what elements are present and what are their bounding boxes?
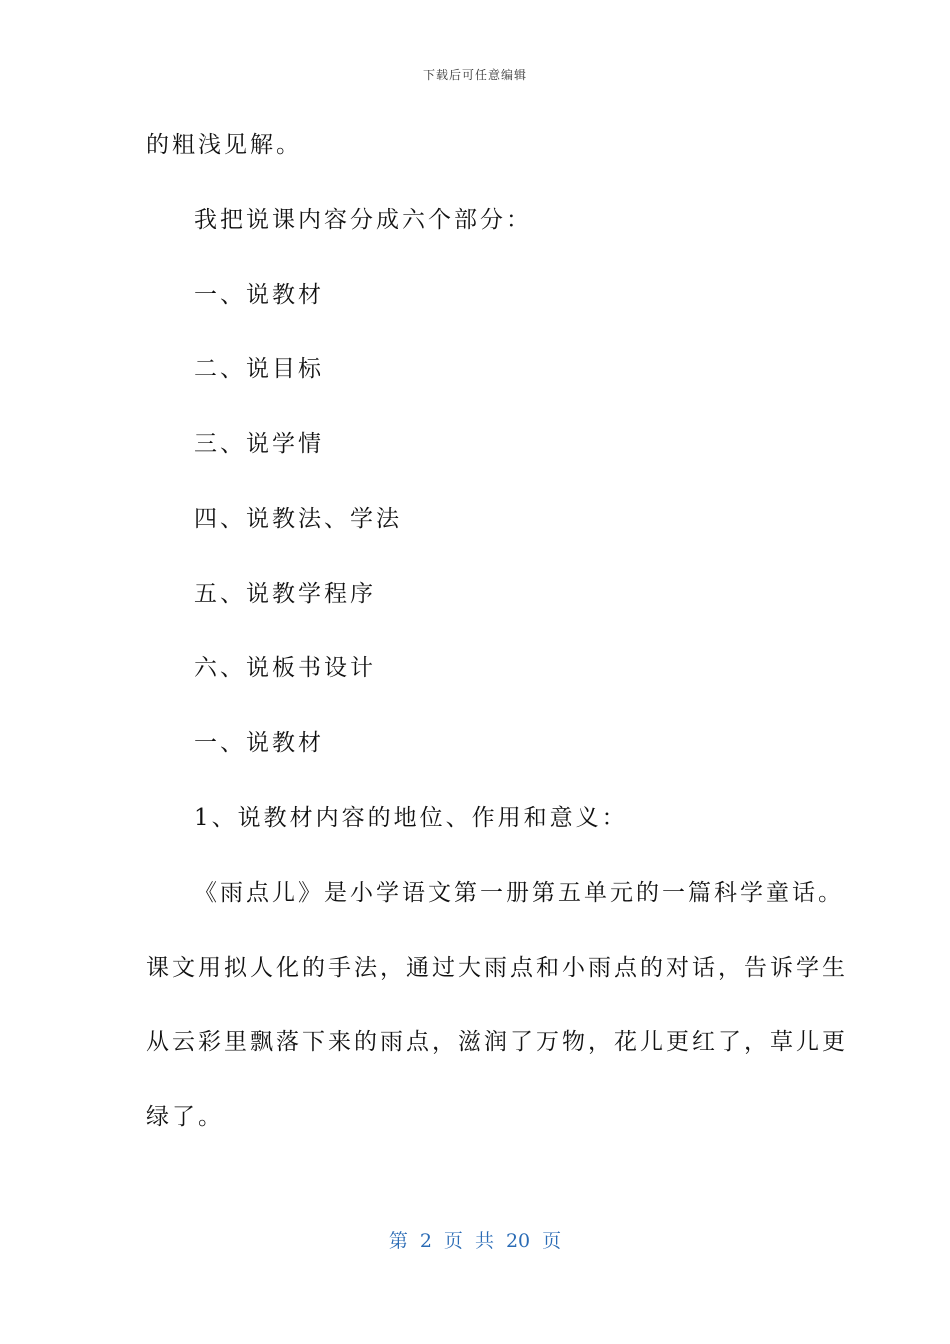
paragraph-line: 《雨点儿》是小学语文第一册第五单元的一篇科学童话。 <box>194 880 844 906</box>
page-header: 下载后可任意编辑 <box>422 68 527 82</box>
footer-page-label: 第 <box>388 1230 408 1252</box>
outline-item: 六、说板书设计 <box>194 655 376 681</box>
paragraph-line: 我把说课内容分成六个部分： <box>194 207 532 233</box>
section-heading: 一、说教材 <box>194 730 324 756</box>
paragraph-line: 的粗浅见解。 <box>146 132 302 158</box>
page-footer <box>0 1226 950 1253</box>
outline-item: 五、说教学程序 <box>194 581 376 607</box>
footer-total-pages: 20 <box>505 1230 531 1252</box>
subsection-heading: 1、说教材内容的地位、作用和意义： <box>194 805 628 831</box>
footer-of-label: 页 共 <box>443 1230 494 1252</box>
outline-item: 二、说目标 <box>194 356 324 382</box>
outline-item: 四、说教法、学法 <box>194 506 402 532</box>
paragraph-line: 课文用拟人化的手法，通过大雨点和小雨点的对话，告诉学生 <box>146 955 848 981</box>
paragraph-line: 从云彩里飘落下来的雨点，滋润了万物，花儿更红了，草儿更 <box>146 1029 848 1055</box>
outline-item: 三、说学情 <box>194 431 324 457</box>
footer-current-page: 2 <box>419 1230 432 1252</box>
paragraph-line: 绿了。 <box>146 1104 224 1130</box>
footer-pages-label: 页 <box>542 1230 562 1252</box>
outline-item: 一、说教材 <box>194 282 324 308</box>
